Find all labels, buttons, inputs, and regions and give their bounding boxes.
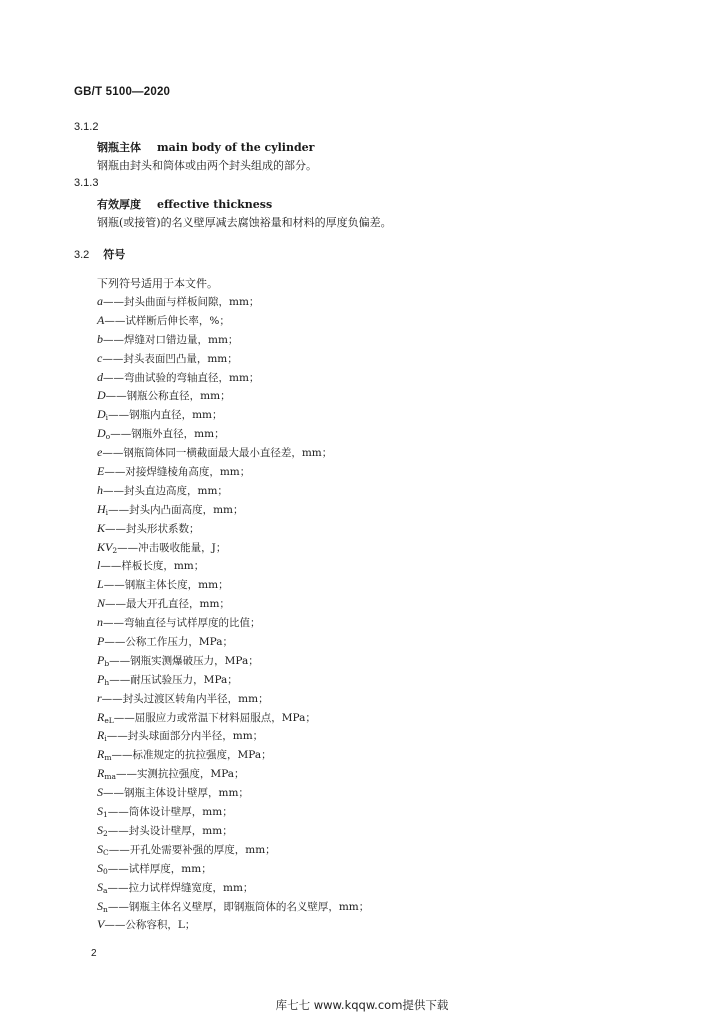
symbol-description: ——封头表面凹凸量，mm； xyxy=(102,352,238,365)
symbol-letter: S xyxy=(97,860,103,875)
symbol-subscript: h xyxy=(104,677,110,687)
symbol-description: ——封头球面部分内半径，mm； xyxy=(106,730,264,743)
symbol-description: ——封头直边高度，mm； xyxy=(103,484,228,497)
symbol-subscript: 2 xyxy=(103,828,108,838)
symbol-description: ——封头曲面与样板间隙，mm； xyxy=(103,296,260,308)
symbol-item xyxy=(97,538,369,557)
symbol-description: ——对接焊缝棱角高度，mm； xyxy=(104,466,251,479)
symbol-description: ——试样断后伸长率，%； xyxy=(104,314,230,327)
symbol-letter: d xyxy=(97,369,103,384)
symbol-subscript: a xyxy=(103,885,108,895)
section-intro: 下列符号适用于本文件。 xyxy=(97,277,218,290)
term-title xyxy=(97,196,272,212)
symbol-description: ——筒体设计壁厚，mm； xyxy=(107,806,233,819)
symbol-item xyxy=(97,745,369,764)
symbol-letter: S xyxy=(97,804,103,819)
section-title: 符号 xyxy=(103,248,126,261)
symbol-item xyxy=(97,783,369,802)
symbol-item xyxy=(97,670,369,689)
standard-code: GB/T 5100—2020 xyxy=(74,86,171,98)
download-watermark: 库七七 www.kqqw.com提供下载 xyxy=(275,998,449,1012)
symbol-letter: R xyxy=(97,728,105,743)
symbol-item xyxy=(97,802,369,821)
symbol-letter: KV xyxy=(97,539,113,554)
symbol-item xyxy=(97,556,369,575)
symbol-list xyxy=(97,292,369,934)
symbol-letter: P xyxy=(97,634,105,649)
symbol-item xyxy=(97,311,369,330)
symbol-description: ——钢瓶主体名义壁厚，即钢瓶筒体的名义壁厚，mm； xyxy=(107,900,370,913)
term-english: effective thickness xyxy=(157,198,273,211)
symbol-subscript: i xyxy=(104,734,107,744)
symbol-description: ——钢瓶主体长度，mm； xyxy=(103,579,229,592)
symbol-description: ——钢瓶内直径，mm； xyxy=(108,409,223,422)
symbol-letter: a xyxy=(97,294,103,308)
symbol-description: ——公称容积，L； xyxy=(104,919,196,932)
symbol-letter: r xyxy=(97,690,102,705)
symbol-item xyxy=(97,651,369,670)
symbol-item xyxy=(97,330,369,349)
symbol-description: ——封头设计壁厚，mm； xyxy=(107,824,233,837)
symbol-letter: A xyxy=(97,312,105,327)
term-chinese: 钢瓶主体 xyxy=(97,141,141,154)
symbol-description: ——封头形状系数； xyxy=(105,522,200,535)
symbol-letter: c xyxy=(97,350,103,365)
symbol-letter: S xyxy=(97,841,103,856)
term-title xyxy=(97,139,314,155)
symbol-description: ——实测抗拉强度，MPa； xyxy=(115,768,245,781)
symbol-item xyxy=(97,405,369,424)
symbol-item xyxy=(97,519,369,538)
symbol-item xyxy=(97,424,369,443)
symbol-description: ——样板长度，mm； xyxy=(100,560,205,573)
symbol-description: ——公称工作压力，MPa； xyxy=(104,636,233,649)
symbol-subscript: b xyxy=(104,658,110,668)
symbol-item xyxy=(97,500,369,519)
symbol-description: ——钢瓶实测爆破压力，MPa； xyxy=(109,654,259,667)
symbol-item xyxy=(97,726,369,745)
term-chinese: 有效厚度 xyxy=(97,198,141,211)
symbol-description: ——钢瓶筒体同一横截面最大最小直径差，mm； xyxy=(102,447,333,460)
symbol-description: ——封头过渡区转角内半径，mm； xyxy=(101,692,269,705)
symbol-description: ——最大开孔直径，mm； xyxy=(105,598,230,611)
symbol-item xyxy=(97,349,369,368)
section-heading xyxy=(74,246,125,262)
symbol-letter: S xyxy=(97,898,103,913)
symbol-item xyxy=(97,708,369,727)
symbol-letter: e xyxy=(97,445,103,460)
symbol-letter: V xyxy=(97,917,105,932)
symbol-item xyxy=(97,764,369,783)
symbol-subscript: eL xyxy=(104,715,114,725)
symbol-subscript: ma xyxy=(104,772,116,782)
symbol-subscript: 2 xyxy=(112,545,118,555)
section-number: 3.2 xyxy=(74,249,90,261)
symbol-letter: D xyxy=(97,407,106,422)
symbol-letter: N xyxy=(97,596,106,611)
symbol-description: ——拉力试样焊缝宽度，mm； xyxy=(107,881,254,894)
symbol-description: ——冲击吸收能量，J； xyxy=(117,541,227,554)
symbol-letter: P xyxy=(97,652,105,667)
symbol-item xyxy=(97,368,369,387)
term-english: main body of the cylinder xyxy=(157,141,315,154)
symbol-item xyxy=(97,462,369,481)
symbol-description: ——开孔处需要补强的厚度，mm； xyxy=(108,843,276,856)
symbol-letter: b xyxy=(97,331,103,346)
symbol-item xyxy=(97,897,369,916)
symbol-letter: R xyxy=(97,766,105,781)
symbol-letter: S xyxy=(97,879,103,894)
symbol-description: ——试样厚度，mm； xyxy=(107,862,212,875)
page-number: 2 xyxy=(91,948,97,959)
symbol-letter: K xyxy=(97,520,106,535)
symbol-item xyxy=(97,386,369,405)
clause-number: 3.1.3 xyxy=(74,177,99,189)
symbol-subscript: C xyxy=(103,847,109,857)
symbol-letter: n xyxy=(97,615,103,630)
symbol-letter: R xyxy=(97,747,105,762)
symbol-subscript: m xyxy=(104,753,112,763)
symbol-item xyxy=(97,594,369,613)
symbol-letter: H xyxy=(97,501,106,516)
symbol-letter: D xyxy=(97,426,106,441)
clause-number: 3.1.2 xyxy=(74,121,99,133)
symbol-description: ——钢瓶外直径，mm； xyxy=(110,428,225,441)
symbol-letter: R xyxy=(97,709,105,724)
symbol-item xyxy=(97,915,369,934)
symbol-subscript: i xyxy=(105,413,109,423)
symbol-item xyxy=(97,821,369,840)
symbol-subscript: o xyxy=(105,432,111,442)
symbol-item xyxy=(97,840,369,859)
symbol-letter: S xyxy=(97,822,103,837)
symbol-letter: h xyxy=(97,482,103,497)
symbol-item xyxy=(97,613,369,632)
symbol-item xyxy=(97,632,369,651)
symbol-letter: D xyxy=(97,388,106,403)
symbol-description: ——钢瓶公称直径，mm； xyxy=(105,390,231,403)
symbol-letter: P xyxy=(97,671,105,686)
symbol-description: ——钢瓶主体设计壁厚，mm； xyxy=(103,787,249,800)
symbol-item xyxy=(97,689,369,708)
symbol-item xyxy=(97,878,369,897)
symbol-item xyxy=(97,575,369,594)
symbol-subscript: 0 xyxy=(103,866,108,876)
symbol-description: ——封头内凸面高度，mm； xyxy=(108,503,244,516)
symbol-description: ——弯曲试验的弯轴直径，mm； xyxy=(103,371,260,384)
symbol-letter: S xyxy=(97,785,103,800)
symbol-letter: l xyxy=(97,558,101,573)
symbol-description: ——标准规定的抗拉强度，MPa； xyxy=(111,749,272,762)
symbol-item xyxy=(97,859,369,878)
symbol-letter: L xyxy=(97,577,104,592)
term-definition: 钢瓶由封头和筒体或由两个封头组成的部分。 xyxy=(97,159,317,172)
symbol-letter: E xyxy=(97,464,105,479)
symbol-item xyxy=(97,292,369,311)
symbol-item xyxy=(97,443,369,462)
symbol-description: ——焊缝对口错边量，mm； xyxy=(103,333,239,346)
symbol-subscript: n xyxy=(103,904,108,914)
symbol-subscript: i xyxy=(105,507,109,517)
symbol-description: ——耐压试验压力，MPa； xyxy=(109,673,238,686)
symbol-item xyxy=(97,481,369,500)
symbol-description: ——屈服应力或常温下材料屈服点，MPa； xyxy=(113,711,316,724)
term-definition: 钢瓶(或接管)的名义壁厚减去腐蚀裕量和材料的厚度负偏差。 xyxy=(97,216,392,229)
symbol-subscript: 1 xyxy=(103,810,108,820)
symbol-description: ——弯轴直径与试样厚度的比值； xyxy=(103,617,261,630)
